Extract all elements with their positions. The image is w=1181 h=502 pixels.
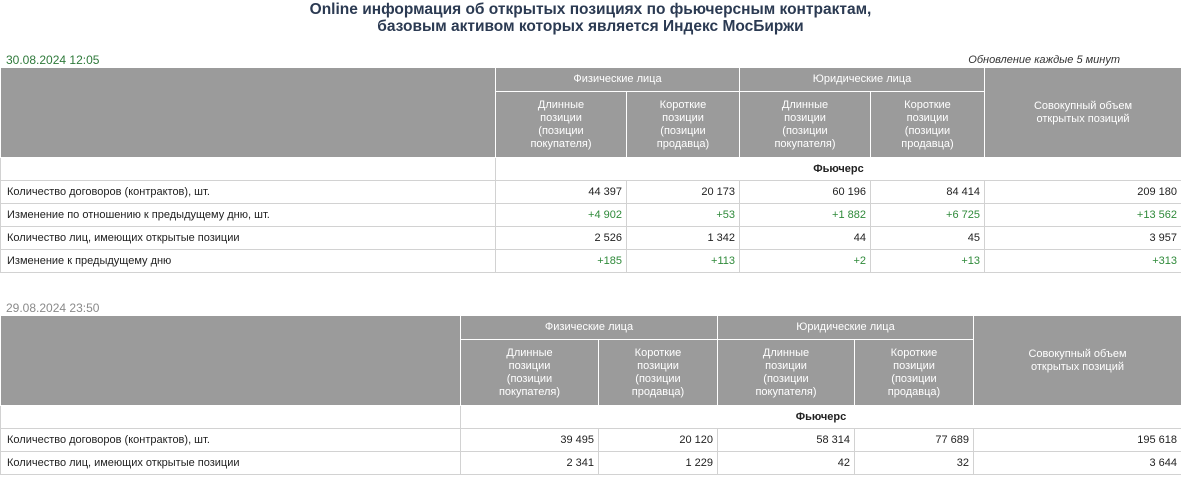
header-line: продавца) — [631, 385, 685, 398]
section-row — [1, 158, 1181, 181]
header-total-label: Совокупный объем открытых позиций — [1028, 347, 1127, 373]
row-label: Изменение по отношению к предыдущему дню, шт. — [1, 204, 496, 227]
header-legal-short — [871, 92, 985, 158]
header-line: покупателя) — [774, 137, 836, 150]
header-line: (позиции — [506, 372, 553, 385]
header-legal-long — [718, 340, 855, 406]
header-legal-short — [855, 340, 974, 406]
row-label: Количество договоров (контрактов), шт. — [1, 429, 461, 452]
cell-legal-long: +1 882 — [740, 204, 871, 227]
header-total-label: Совокупный объем открытых позиций — [1033, 99, 1133, 125]
cell-individuals-short: 20 120 — [599, 429, 718, 452]
table-row — [1, 429, 1181, 452]
header-line: позиции — [784, 111, 826, 124]
cell-individuals-long: 39 495 — [461, 429, 599, 452]
header-line: позиции — [765, 359, 807, 372]
table-2-date: 29.08.2024 23:50 — [6, 301, 100, 315]
header-line: позиции — [637, 359, 679, 372]
cell-individuals-long: 44 397 — [496, 181, 627, 204]
section-label: Фьючерс — [496, 158, 1181, 181]
header-line: позиции — [893, 359, 935, 372]
header-line: Короткие — [634, 346, 682, 359]
header-line: позиции — [540, 111, 582, 124]
table-2-meta — [0, 299, 1181, 315]
header-line: (позиции — [763, 372, 809, 385]
header-line: (позиции — [891, 372, 937, 385]
positions-table-previous — [0, 315, 1181, 475]
header-line: (позиции — [660, 124, 706, 137]
cell-individuals-long: 2 341 — [461, 452, 599, 475]
header-individuals-short — [627, 92, 740, 158]
section-spacer — [1, 158, 496, 181]
header-blank — [1, 316, 461, 406]
header-line: покупателя) — [755, 385, 817, 398]
table-row — [1, 250, 1181, 273]
header-line: (позиции — [635, 372, 681, 385]
header-individuals-long — [496, 92, 627, 158]
row-label: Количество лиц, имеющих открытые позиции — [1, 452, 461, 475]
cell-individuals-long: +4 902 — [496, 204, 627, 227]
table-1-meta — [0, 51, 1181, 67]
page-title — [0, 0, 1181, 37]
header-line: покупателя) — [498, 385, 561, 398]
row-label: Количество лиц, имеющих открытые позиции — [1, 227, 496, 250]
cell-total: +313 — [985, 250, 1181, 273]
table-1-date: 30.08.2024 12:05 — [6, 53, 100, 67]
cell-individuals-short: 1 342 — [627, 227, 740, 250]
header-line: (позиции — [538, 124, 584, 137]
table-row — [1, 452, 1181, 475]
row-label: Количество договоров (контрактов), шт. — [1, 181, 496, 204]
cell-legal-long: 60 196 — [740, 181, 871, 204]
cell-individuals-short: +113 — [627, 250, 740, 273]
header-line: продавца) — [901, 137, 954, 150]
cell-legal-short: 77 689 — [855, 429, 974, 452]
header-total — [985, 68, 1181, 158]
header-line: (позиции — [782, 124, 828, 137]
header-individuals-short — [599, 340, 718, 406]
header-legal: Юридические лица — [718, 316, 974, 340]
section-label: Фьючерс — [461, 406, 1181, 429]
positions-table-current — [0, 67, 1181, 273]
header-line: Короткие — [904, 98, 951, 111]
cell-individuals-short: +53 — [627, 204, 740, 227]
header-blank — [1, 68, 496, 158]
cell-total: 3 957 — [985, 227, 1181, 250]
header-line: покупателя) — [530, 137, 592, 150]
section-row — [1, 406, 1181, 429]
cell-total: 209 180 — [985, 181, 1181, 204]
cell-legal-short: 32 — [855, 452, 974, 475]
header-individuals: Физические лица — [496, 68, 740, 92]
table-row — [1, 181, 1181, 204]
header-line: Длинные — [762, 346, 810, 359]
cell-individuals-long: +185 — [496, 250, 627, 273]
header-individuals: Физические лица — [461, 316, 718, 340]
cell-total: 3 644 — [974, 452, 1181, 475]
cell-individuals-short: 1 229 — [599, 452, 718, 475]
cell-legal-long: 42 — [718, 452, 855, 475]
cell-total: 195 618 — [974, 429, 1181, 452]
header-line: продавца) — [656, 137, 710, 150]
cell-legal-long: +2 — [740, 250, 871, 273]
header-line: Длинные — [506, 346, 553, 359]
cell-individuals-long: 2 526 — [496, 227, 627, 250]
header-individuals-long — [461, 340, 599, 406]
header-line: позиции — [906, 111, 949, 124]
row-label: Изменение к предыдущему дню — [1, 250, 496, 273]
section-spacer — [1, 406, 461, 429]
header-line: Длинные — [781, 98, 829, 111]
header-line: Длинные — [537, 98, 585, 111]
cell-legal-long: 44 — [740, 227, 871, 250]
header-legal: Юридические лица — [740, 68, 985, 92]
page-title-line-2: базовым активом которых является Индекс МосБиржи — [377, 18, 804, 35]
header-line: (позиции — [904, 124, 951, 137]
cell-legal-short: +13 — [871, 250, 985, 273]
header-legal-long — [740, 92, 871, 158]
header-line: позиции — [508, 359, 551, 372]
update-note: Обновление каждые 5 минут — [968, 54, 1120, 66]
cell-legal-short: 45 — [871, 227, 985, 250]
cell-legal-short: 84 414 — [871, 181, 985, 204]
header-line: продавца) — [887, 385, 941, 398]
page-title-line-1: Online информация об открытых позициях по фьючерсным контрактам, — [309, 1, 872, 18]
header-line: Короткие — [890, 346, 938, 359]
header-line: позиции — [662, 111, 704, 124]
header-line: Короткие — [659, 98, 707, 111]
cell-legal-short: +6 725 — [871, 204, 985, 227]
cell-individuals-short: 20 173 — [627, 181, 740, 204]
table-row — [1, 227, 1181, 250]
cell-legal-long: 58 314 — [718, 429, 855, 452]
cell-total: +13 562 — [985, 204, 1181, 227]
header-total — [974, 316, 1181, 406]
table-row — [1, 204, 1181, 227]
